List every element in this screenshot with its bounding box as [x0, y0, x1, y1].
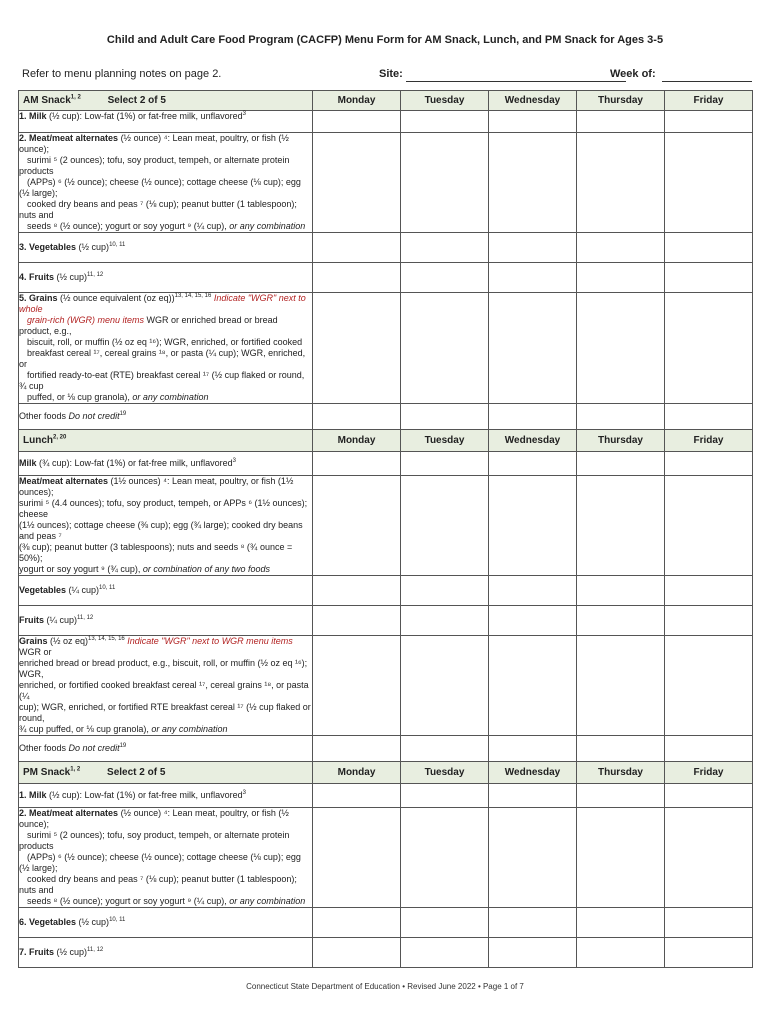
menu-cell[interactable] — [489, 476, 577, 576]
pm-fruits-label: 7. Fruits (½ cup)$^{11, 12}$ — [19, 938, 313, 968]
menu-cell[interactable] — [489, 293, 577, 404]
menu-cell[interactable] — [665, 404, 753, 430]
am-snack-select: Select 2 of 5 — [107, 95, 166, 106]
day-header: Thursday — [577, 91, 665, 111]
menu-cell[interactable] — [313, 908, 401, 938]
menu-cell[interactable] — [489, 808, 577, 908]
menu-cell[interactable] — [489, 263, 577, 293]
pm-snack-label: PM Snack$^{1, 2}$ Select 2 of 5 — [19, 762, 313, 784]
menu-cell[interactable] — [577, 808, 665, 908]
day-header: Monday — [313, 91, 401, 111]
day-header: Friday — [665, 430, 753, 452]
day-header: Wednesday — [489, 430, 577, 452]
am-vegetables-label: 3. Vegetables (½ cup)$^{10, 11}$ — [19, 233, 313, 263]
lunch-vegetables-row — [19, 576, 753, 606]
menu-cell[interactable] — [577, 784, 665, 808]
menu-cell[interactable] — [401, 736, 489, 762]
menu-cell[interactable] — [401, 476, 489, 576]
pm-meat-label: 2. Meat/meat alternates (½ ounce) ⁴: Lean meat, poultry, or fish (½ ounce); surimi ⁵ (2 ounces); tofu, soy product, tempeh, or alternate protein products (APPs) ⁶ (½ ounce); cheese (½ ounce); cottage cheese (⅛ cup); egg (½ large); cooked dry beans and peas ⁷ (⅛ cup); peanut butter (1 tablespoon); nuts and seeds ⁸ (½ ounce); yogurt or soy yogurt ⁹ (¼ cup), or any combination — [19, 808, 313, 908]
am-meat-label: 2. Meat/meat alternates (½ ounce) ⁴: Lean meat, poultry, or fish (½ ounce); surimi ⁵ (2 ounces); tofu, soy product, tempeh, or alternate protein products (APPs) ⁶ (½ ounce); cheese (½ ounce); cottage cheese (⅛ cup); egg (½ large); cooked dry beans and peas ⁷ (⅛ cup); peanut butter (1 tablespoon); nuts and seeds ⁸ (½ ounce); yogurt or soy yogurt ⁹ (¼ cup), or any combination — [19, 133, 313, 233]
menu-cell[interactable] — [313, 133, 401, 233]
am-fruits-label: 4. Fruits (½ cup)$^{11, 12}$ — [19, 263, 313, 293]
menu-cell[interactable] — [401, 908, 489, 938]
menu-cell[interactable] — [401, 808, 489, 908]
menu-cell[interactable] — [577, 636, 665, 736]
menu-cell[interactable] — [313, 736, 401, 762]
lunch-meat-row — [19, 476, 753, 576]
page-title: Child and Adult Care Food Program (CACFP) Menu Form for AM Snack, Lunch, and PM Snack for Ages 3-5 — [106, 34, 664, 46]
menu-cell[interactable] — [577, 293, 665, 404]
menu-cell[interactable] — [665, 576, 753, 606]
day-header: Thursday — [577, 430, 665, 452]
day-header: Friday — [665, 762, 753, 784]
menu-cell[interactable] — [401, 404, 489, 430]
menu-cell[interactable] — [489, 133, 577, 233]
menu-cell[interactable] — [313, 576, 401, 606]
menu-cell[interactable] — [577, 133, 665, 233]
pm-snack-header-row — [19, 762, 753, 784]
menu-cell[interactable] — [313, 233, 401, 263]
lunch-other-row — [19, 736, 753, 762]
day-header: Monday — [313, 762, 401, 784]
menu-cell[interactable] — [577, 233, 665, 263]
menu-cell[interactable] — [577, 111, 665, 133]
day-header: Wednesday — [489, 91, 577, 111]
day-header: Tuesday — [401, 430, 489, 452]
menu-table — [18, 90, 753, 968]
menu-cell[interactable] — [313, 452, 401, 476]
am-grains-label: 5. Grains (½ ounce equivalent (oz eq))$^{13, 14, 15, 16}$ Indicate "WGR" next to whole grain-rich (WGR) menu items WGR or enriched bread or bread product, e.g., biscuit, roll, or muffin (½ oz eq ¹⁶); WGR, enriched, or fortified cooked breakfast cereal ¹⁷, cereal grains ¹⁸, or pasta (¼ cup); WGR, enriched, or fortified ready-to-eat (RTE) breakfast cereal ¹⁷ (½ cup flaked or round, ¾ cup puffed, or ⅛ cup granola), or any combination — [19, 293, 313, 404]
planning-note: Refer to menu planning notes on page 2. — [22, 68, 222, 80]
menu-cell[interactable] — [577, 606, 665, 636]
menu-cell[interactable] — [401, 576, 489, 606]
menu-cell[interactable] — [665, 293, 753, 404]
menu-cell[interactable] — [665, 908, 753, 938]
menu-cell[interactable] — [313, 111, 401, 133]
menu-cell[interactable] — [665, 938, 753, 968]
am-grains-row — [19, 293, 753, 404]
form-header — [22, 68, 752, 88]
week-of-field[interactable] — [662, 81, 752, 82]
menu-cell[interactable] — [401, 938, 489, 968]
site-field[interactable] — [406, 81, 626, 82]
pm-vegetables-row — [19, 908, 753, 938]
am-other-label: Other foods Do not credit$^{19}$ — [19, 404, 313, 430]
menu-cell[interactable] — [665, 784, 753, 808]
menu-cell[interactable] — [401, 293, 489, 404]
menu-cell[interactable] — [313, 606, 401, 636]
menu-cell[interactable] — [665, 111, 753, 133]
menu-cell[interactable] — [665, 233, 753, 263]
menu-cell[interactable] — [313, 293, 401, 404]
lunch-label: Lunch$^{2, 20}$ — [19, 430, 313, 452]
am-snack-header-row — [19, 91, 753, 111]
am-fruits-row — [19, 263, 753, 293]
menu-cell[interactable] — [489, 111, 577, 133]
am-milk-label: 1. Milk (½ cup): Low-fat (1%) or fat-free milk, unflavored$^3$ — [19, 111, 313, 133]
menu-cell[interactable] — [313, 263, 401, 293]
lunch-fruits-row — [19, 606, 753, 636]
menu-cell[interactable] — [665, 133, 753, 233]
menu-cell[interactable] — [665, 606, 753, 636]
lunch-fruits-label: Fruits (¼ cup)$^{11, 12}$ — [19, 606, 313, 636]
pm-snack-select: Select 2 of 5 — [107, 767, 166, 778]
page-footer: Connecticut State Department of Education • Revised June 2022 • Page 1 of 7 — [246, 982, 524, 991]
menu-cell[interactable] — [665, 476, 753, 576]
menu-cell[interactable] — [489, 938, 577, 968]
am-snack-label: AM Snack$^{1, 2}$ Select 2 of 5 — [19, 91, 313, 111]
menu-cell[interactable] — [577, 404, 665, 430]
day-header: Tuesday — [401, 91, 489, 111]
menu-cell[interactable] — [665, 636, 753, 736]
menu-cell[interactable] — [577, 476, 665, 576]
menu-cell[interactable] — [401, 233, 489, 263]
lunch-other-label: Other foods Do not credit$^{19}$ — [19, 736, 313, 762]
week-of-label: Week of: — [610, 68, 656, 80]
am-vegetables-row — [19, 233, 753, 263]
menu-cell[interactable] — [577, 452, 665, 476]
day-header: Monday — [313, 430, 401, 452]
lunch-grains-row — [19, 636, 753, 736]
menu-cell[interactable] — [489, 784, 577, 808]
menu-cell[interactable] — [401, 636, 489, 736]
menu-cell[interactable] — [401, 263, 489, 293]
lunch-vegetables-label: Vegetables (¼ cup)$^{10, 11}$ — [19, 576, 313, 606]
menu-cell[interactable] — [665, 808, 753, 908]
menu-cell[interactable] — [665, 263, 753, 293]
menu-cell[interactable] — [577, 263, 665, 293]
menu-cell[interactable] — [577, 736, 665, 762]
menu-cell[interactable] — [489, 636, 577, 736]
menu-cell[interactable] — [313, 636, 401, 736]
day-header: Wednesday — [489, 762, 577, 784]
menu-cell[interactable] — [313, 476, 401, 576]
menu-cell[interactable] — [489, 606, 577, 636]
menu-cell[interactable] — [489, 576, 577, 606]
menu-cell[interactable] — [489, 404, 577, 430]
menu-cell[interactable] — [401, 606, 489, 636]
site-label: Site: — [379, 68, 403, 80]
day-header: Tuesday — [401, 762, 489, 784]
menu-cell[interactable] — [665, 736, 753, 762]
am-milk-row — [19, 111, 753, 133]
pm-vegetables-label: 6. Vegetables (½ cup)$^{10, 11}$ — [19, 908, 313, 938]
menu-cell[interactable] — [401, 133, 489, 233]
menu-cell[interactable] — [489, 908, 577, 938]
menu-cell[interactable] — [313, 404, 401, 430]
menu-cell[interactable] — [489, 452, 577, 476]
pm-milk-row — [19, 784, 753, 808]
menu-cell[interactable] — [313, 784, 401, 808]
menu-cell[interactable] — [401, 784, 489, 808]
day-header: Thursday — [577, 762, 665, 784]
pm-fruits-row — [19, 938, 753, 968]
pm-milk-label: 1. Milk (½ cup): Low-fat (1%) or fat-free milk, unflavored$^3$ — [19, 784, 313, 808]
lunch-meat-label: Meat/meat alternates (1½ ounces) ⁴: Lean meat, poultry, or fish (1½ ounces); surimi ⁵ (4.4 ounces); tofu, soy product, tempeh, or APPs ⁶ (1½ ounces); cheese (1½ ounces); cottage cheese (⅜ cup); egg (¾ large); cooked dry beans and peas ⁷ (⅜ cup); peanut butter (3 tablespoons); nuts and seeds ⁸ (¾ ounce = 50%); yogurt or soy yogurt ⁹ (¾ cup), or combination of any two foods — [19, 476, 313, 576]
lunch-milk-row — [19, 452, 753, 476]
lunch-header-row — [19, 430, 753, 452]
day-header: Friday — [665, 91, 753, 111]
menu-cell[interactable] — [313, 938, 401, 968]
menu-cell[interactable] — [401, 452, 489, 476]
pm-meat-row — [19, 808, 753, 908]
menu-cell[interactable] — [401, 111, 489, 133]
menu-cell[interactable] — [489, 233, 577, 263]
lunch-milk-label: Milk (¾ cup): Low-fat (1%) or fat-free milk, unflavored$^3$ — [19, 452, 313, 476]
menu-cell[interactable] — [489, 736, 577, 762]
menu-cell[interactable] — [577, 576, 665, 606]
menu-cell[interactable] — [665, 452, 753, 476]
menu-cell[interactable] — [577, 938, 665, 968]
am-other-row — [19, 404, 753, 430]
menu-cell[interactable] — [313, 808, 401, 908]
lunch-grains-label: Grains (½ oz eq)$^{13, 14, 15, 16}$ Indicate "WGR" next to WGR menu items WGR or enriched bread or bread product, e.g., biscuit, roll, or muffin (½ oz eq ¹⁶); WGR, enriched, or fortified cooked breakfast cereal ¹⁷, cereal grains ¹⁸, or pasta (¼ cup); WGR, enriched, or fortified RTE breakfast cereal ¹⁷ (½ cup flaked or round, ¾ cup puffed, or ⅛ cup granola), or any combination — [19, 636, 311, 734]
menu-cell[interactable] — [577, 908, 665, 938]
am-meat-row — [19, 133, 753, 233]
